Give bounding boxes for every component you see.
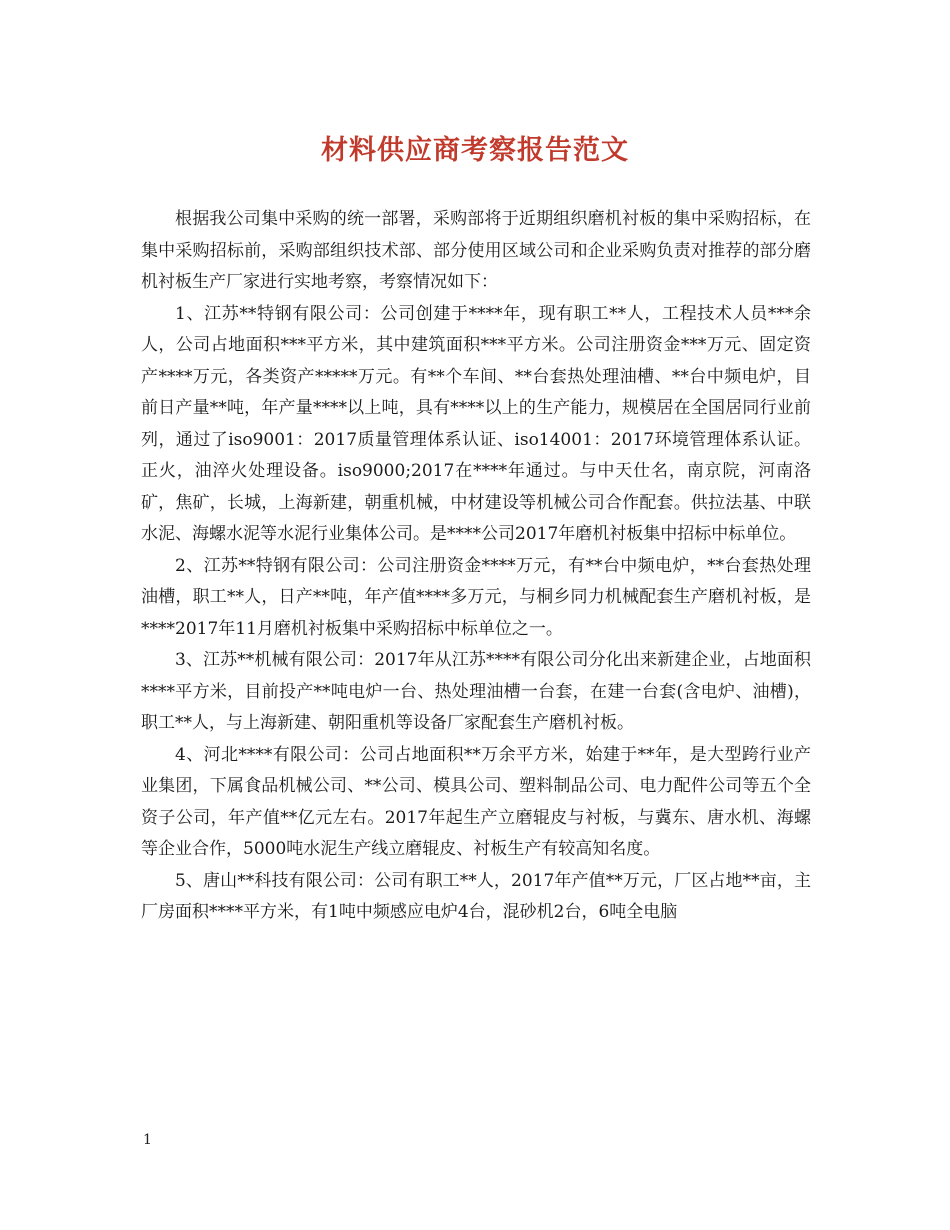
document-title: 材料供应商考察报告范文 xyxy=(321,135,629,166)
paragraph-item-2: 2、江苏**特钢有限公司：公司注册资金****万元，有**台中频电炉，**台套热处理油槽，职工**人，日产**吨，年产值****多万元，与桐乡同力机械配套生产磨机衬板，是****2017年11月磨机衬板集中采购招标中标单位之一。 xyxy=(141,555,811,639)
paragraph-item-5: 5、唐山**科技有限公司：公司有职工**人，2017年产值**万元，厂区占地**亩，主厂房面积****平方米，有1吨中频感应电炉4台，混砂机2台，6吨全电脑 xyxy=(141,870,811,922)
paragraph-intro: 根据我公司集中采购的统一部署，采购部将于近期组织磨机衬板的集中采购招标，在集中采购招标前，采购部组织技术部、部分使用区域公司和企业采购负责对推荐的部分磨机衬板生产厂家进行实地考察，考察情况如下： xyxy=(141,209,811,292)
document-body xyxy=(141,204,811,929)
paragraph-item-3: 3、江苏**机械有限公司：2017年从江苏****有限公司分化出来新建企业，占地面积****平方米，目前投产**吨电炉一台、热处理油槽一台套，在建一台套(含电炉、油槽)，职工**人，与上海新建、朝阳重机等设备厂家配套生产磨机衬板。 xyxy=(141,650,811,733)
paragraph-item-4: 4、河北****有限公司：公司占地面积**万余平方米，始建于**年，是大型跨行业产业集团，下属食品机械公司、**公司、模具公司、塑料制品公司、电力配件公司等五个全资子公司，年产值**亿元左右。2017年起生产立磨辊皮与衬板，与冀东、唐水机、海螺等企业合作，5000吨水泥生产线立磨辊皮、衬板生产有较高知名度。 xyxy=(141,744,811,859)
paragraph-item-1: 1、江苏**特钢有限公司：公司创建于****年，现有职工**人，工程技术人员***余人，公司占地面积***平方米，其中建筑面积***平方米。公司注册资金***万元、固定资产****万元，各类资产*****万元。有**个车间、**台套热处理油槽、**台中频电炉，目前日产量**吨，年产量****以上吨，具有****以上的生产能力，规模居在全国居同行业前列，通过了iso9001：2017质量管理体系认证、iso14001：2017环境管理体系认证。正火，油淬火处理设备。iso9000;2017在****年通过。与中天仕名，南京院，河南洛矿，焦矿，长城，上海新建，朝重机械，中材建设等机械公司合作配套。供拉法基、中联水泥、海螺水泥等水泥行业集体公司。是****公司2017年磨机衬板集中招标中标单位。 xyxy=(141,303,811,544)
page-number: 1 xyxy=(143,1132,152,1148)
